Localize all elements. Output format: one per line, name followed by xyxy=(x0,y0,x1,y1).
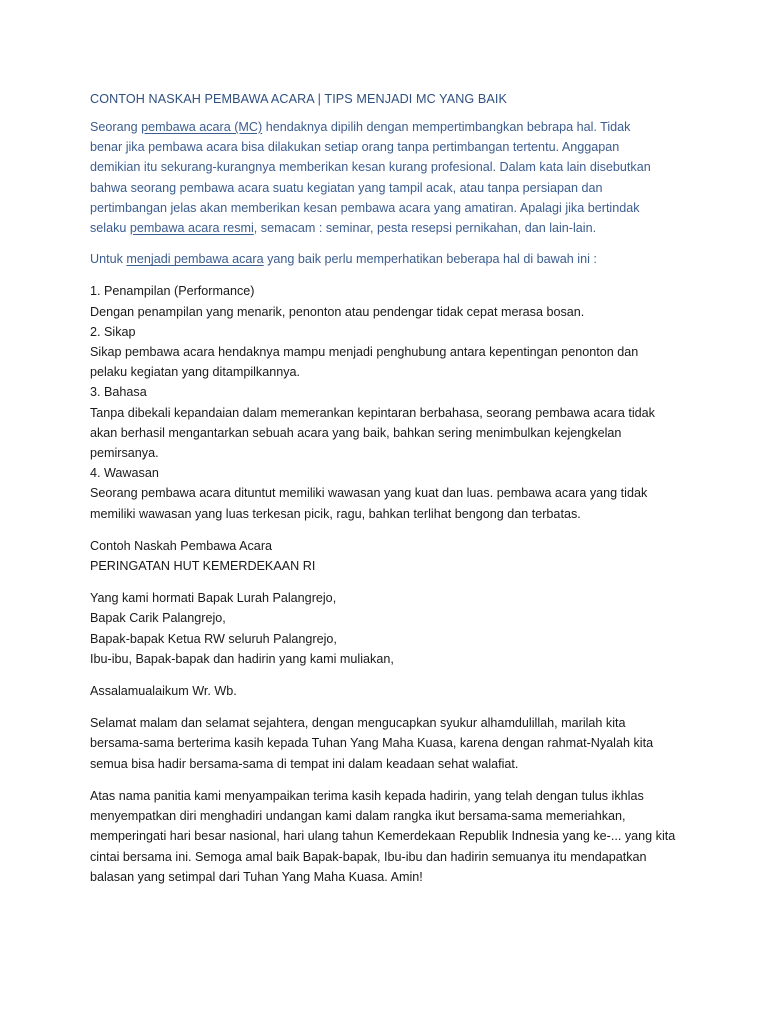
tip-2-heading: 2. Sikap xyxy=(90,324,136,339)
greeting-line: Bapak Carik Palangrejo, xyxy=(90,611,226,626)
tip-3-heading: 3. Bahasa xyxy=(90,385,147,400)
intro-line-6: selaku pembawa acara resmi, semacam : seminar, pesta resepsi pernikahan, dan lain-lain. xyxy=(90,221,597,236)
thanks-paragraph: Atas nama panitia kami menyampaikan terima kasih kepada hadirin, yang telah dengan tulus ikhlas menyempatkan diri menghadiri undangan kami dalam rangka ikut bersama-sama memeriahkan, memperingati hari besar nasional, hari ulang tahun Kemerdekaan Republik Indnesia yang ke-... yang kita cintai bersama ini. Semoga amal baik Bapak-bapak, Ibu-ibu dan hadirin semuanya itu mendapatkan balasan yang setimpal dari Tuhan Yang Maha Kuasa. Amin! xyxy=(90,788,676,884)
greeting-block xyxy=(90,588,708,669)
tip-3-text: akan berhasil mengantarkan sebuah acara yang baik, bahkan sering menimbulkan kejengkelan xyxy=(90,425,622,440)
intro-line-5: pertimbangan jelas akan memberikan kesan pembawa acara yang amatiran. Apalagi jika bertindak xyxy=(90,200,640,215)
tip-2-text: pelaku kegiatan yang ditampilkannya. xyxy=(90,365,301,380)
tip-3-text: pemirsanya. xyxy=(90,446,159,461)
opening-paragraph: Selamat malam dan selamat sejahtera, dengan mengucapkan syukur alhamdulillah, marilah kita bersama-sama berterima kasih kepada Tuhan Yang Maha Kuasa, karena dengan rahmat-Nyalah kita semua bisa hadir bersama-sama di tempat ini dalam keadaan sehat walafiat. xyxy=(90,716,654,771)
example-subheading: PERINGATAN HUT KEMERDEKAAN RI xyxy=(90,559,316,574)
example-heading: Contoh Naskah Pembawa Acara xyxy=(90,538,273,553)
tip-4-heading: 4. Wawasan xyxy=(90,466,159,481)
greeting-line: Bapak-bapak Ketua RW seluruh Palangrejo, xyxy=(90,631,337,646)
tip-4-text: Seorang pembawa acara dituntut memiliki wawasan yang kuat dan luas. pembawa acara yang tidak xyxy=(90,486,648,501)
intro-line-3: demikian itu sekurang-kurangnya memberikan kesan kurang profesional. Dalam kata lain disebutkan xyxy=(90,160,651,175)
example-heading-block xyxy=(90,536,708,576)
tip-3-text: Tanpa dibekali kepandaian dalam memerankan kepintaran berbahasa, seorang pembawa acara tidak xyxy=(90,405,655,420)
intro-line-4: bahwa seorang pembawa acara suatu kegiatan yang tampil acak, atau tanpa persiapan dan xyxy=(90,180,603,195)
greeting-line: Yang kami hormati Bapak Lurah Palangrejo, xyxy=(90,591,337,606)
intro-line-2: benar jika pembawa acara bisa dilakukan setiap orang tanpa pertimbangan tertentu. Anggapan xyxy=(90,140,620,155)
intro-paragraph xyxy=(90,117,708,238)
tip-4-text: memiliki wawasan yang luas terkesan picik, ragu, bahkan terlihat bengong dan terbatas. xyxy=(90,506,581,521)
tip-1-heading: 1. Penampilan (Performance) xyxy=(90,284,255,299)
greeting-line: Ibu-ibu, Bapak-bapak dan hadirin yang kami muliakan, xyxy=(90,651,394,666)
tips-list xyxy=(90,281,708,523)
lead-paragraph: Untuk menjadi pembawa acara yang baik perlu memperhatikan beberapa hal di bawah ini : xyxy=(90,252,597,267)
tip-2-text: Sikap pembawa acara hendaknya mampu menjadi penghubung antara kepentingan penonton dan xyxy=(90,345,639,360)
link-menjadi-pembawa-acara[interactable]: menjadi pembawa acara xyxy=(126,252,264,267)
link-pembawa-acara-resmi[interactable]: pembawa acara resmi xyxy=(129,221,254,236)
salam: Assalamualaikum Wr. Wb. xyxy=(90,684,237,699)
document-title: CONTOH NASKAH PEMBAWA ACARA | TIPS MENJADI MC YANG BAIK xyxy=(90,92,507,106)
link-pembawa-acara-mc[interactable]: pembawa acara (MC) xyxy=(141,120,263,134)
tip-1-text: Dengan penampilan yang menarik, penonton atau pendengar tidak cepat merasa bosan. xyxy=(90,304,585,319)
intro-line-1: Seorang pembawa acara (MC) hendaknya dipilih dengan mempertimbangkan bebrapa hal. Tidak xyxy=(90,120,631,134)
